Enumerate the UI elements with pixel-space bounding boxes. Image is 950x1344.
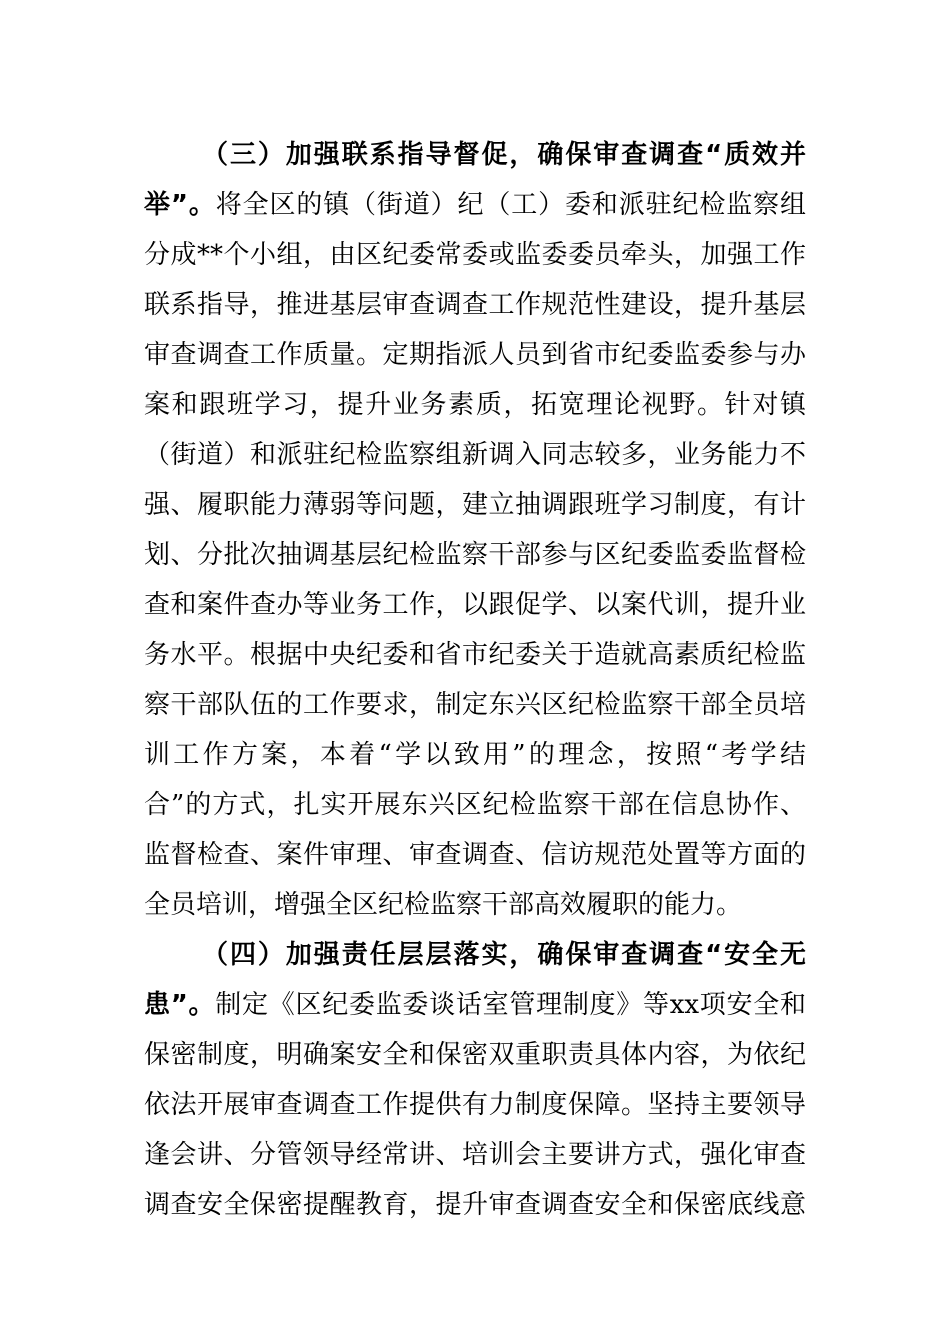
paragraph-line: 调查安全保密提醒教育，提升审查调查安全和保密底线意 xyxy=(144,1190,806,1220)
paragraph-line: 察干部队伍的工作要求，制定东兴区纪检监察干部全员培 xyxy=(144,690,806,720)
section-4-line-2 xyxy=(144,980,806,1030)
section-3-line-2 xyxy=(144,180,806,230)
paragraph-line: 联系指导，推进基层审查调查工作规范性建设，提升基层 xyxy=(144,290,806,320)
section-3-heading-end: 举”。 xyxy=(144,190,216,220)
section-4-heading-end: 患”。 xyxy=(144,990,216,1020)
paragraph-line: 训工作方案，本着“学以致用”的理念，按照“考学结 xyxy=(144,740,806,770)
paragraph-last-line: 全员培训，增强全区纪检监察干部高效履职的能力。 xyxy=(144,890,743,920)
paragraph-line: 审查调查工作质量。定期指派人员到省市纪委监委参与办 xyxy=(144,340,806,370)
section-3-line-2-text: 将全区的镇（街道）纪（工）委和派驻纪检监察组 xyxy=(215,190,806,220)
paragraph-line: 务水平。根据中央纪委和省市纪委关于造就高素质纪检监 xyxy=(144,640,806,670)
paragraph-line: 查和案件查办等业务工作，以跟促学、以案代训，提升业 xyxy=(144,590,806,620)
paragraph-line: 案和跟班学习，提升业务素质，拓宽理论视野。针对镇 xyxy=(144,390,806,420)
paragraph-line: 保密制度，明确案安全和保密双重职责具体内容，为依纪 xyxy=(144,1040,806,1070)
paragraph-line: （街道）和派驻纪检监察组新调入同志较多，业务能力不 xyxy=(144,440,806,470)
paragraph-line: 划、分批次抽调基层纪检监察干部参与区纪委监委监督检 xyxy=(144,540,806,570)
paragraph-line: 监督检查、案件审理、审查调查、信访规范处置等方面的 xyxy=(144,840,806,870)
paragraph-line: 合”的方式，扎实开展东兴区纪检监察干部在信息协作、 xyxy=(144,790,806,820)
section-3-heading: （三）加强联系指导督促，确保审查调查“质效并 xyxy=(202,140,806,170)
paragraph-line: 逢会讲、分管领导经常讲、培训会主要讲方式，强化审查 xyxy=(144,1140,806,1170)
paragraph-line: 依法开展审查调查工作提供有力制度保障。坚持主要领导 xyxy=(144,1090,806,1120)
section-4-line-2-text: 制定《区纪委监委谈话室管理制度》等xx项安全和 xyxy=(215,990,806,1020)
document-body xyxy=(144,130,806,1230)
section-4-heading: （四）加强责任层层落实，确保审查调查“安全无 xyxy=(202,940,806,970)
paragraph-line: 分成**个小组，由区纪委常委或监委委员牵头，加强工作 xyxy=(144,240,806,270)
paragraph-line: 强、履职能力薄弱等问题，建立抽调跟班学习制度，有计 xyxy=(144,490,806,520)
